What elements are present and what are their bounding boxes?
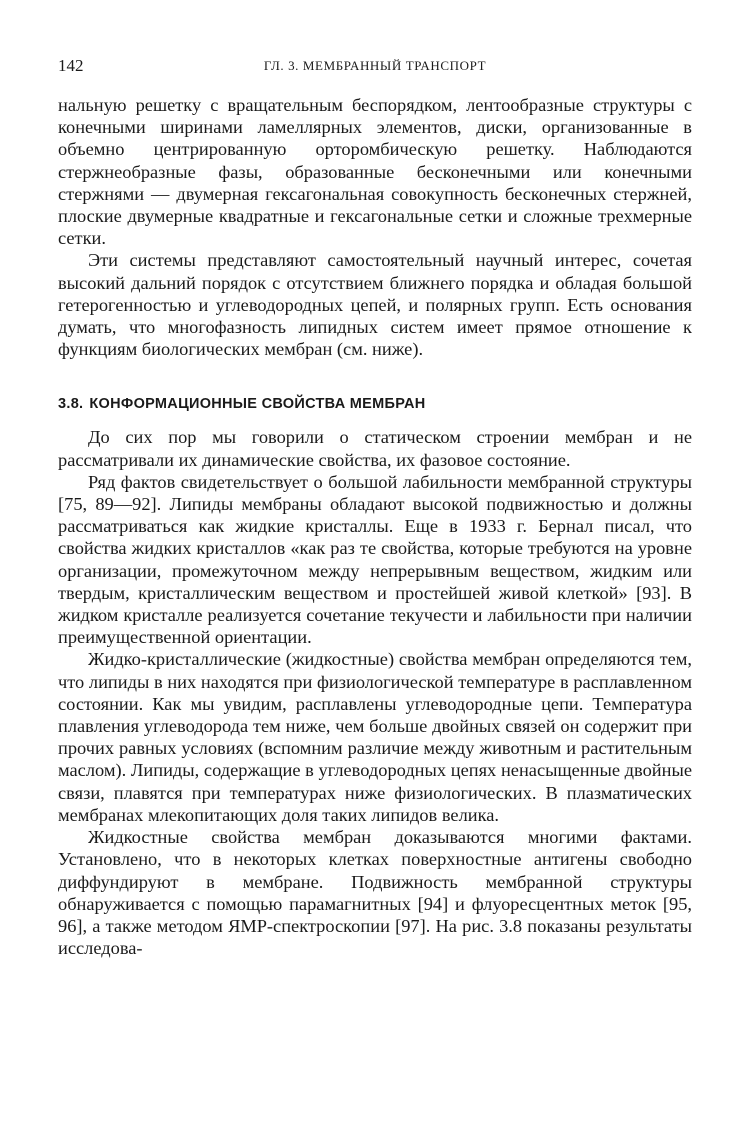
running-head — [58, 50, 692, 80]
paragraph: Эти системы представляют самостоятельный научный интерес, сочетая высокий дальний порядок с отсутствием ближнего порядка и обладая большой гетерогенностью и углеводородных цепей, и полярных групп. Есть основания думать, что многофазность липидных систем имеет прямое отношение к функциям биологических мембран (см. ниже). — [58, 250, 692, 360]
page-number: 142 — [58, 56, 84, 75]
paragraph: Ряд фактов свидетельствует о большой лабильности мембранной структуры [75, 89—92]. Липиды мембраны обладают высокой подвижностью и должны рассматриваться как жидкие кристаллы. Еще в 1933 г. Бернал писал, что свойства жидких кристаллов «как раз те свойства, которые требуются на уровне организации, промежуточном между непрерывным веществом, жидким или твердым, кристаллическим веществом и простейшей живой клеткой» [93]. В жидком кристалле реализуется сочетание текучести и лабильности при наличии преимущественной ориентации. — [58, 471, 692, 648]
book-page — [58, 50, 692, 959]
paragraph: Жидкостные свойства мембран доказываются многими фактами. Установлено, что в некоторых клетках поверхностные антигены свободно диффундируют в мембране. Подвижность мембранной структуры обнаруживается с помощью парамагнитных [94] и флуоресцентных меток [95, 96], а также методом ЯМР-спектроскопии [97]. На рис. 3.8 показаны результаты исследова- — [58, 827, 692, 959]
section-number: 3.8. — [58, 396, 84, 413]
paragraph: До сих пор мы говорили о статическом строении мембран и не рассматривали их динамические свойства, их фазовое состояние. — [58, 427, 692, 470]
body-text — [58, 94, 692, 959]
paragraph: нальную решетку с вращательным беспорядком, лентообразные структуры с конечными ширинами ламеллярных элементов, диски, организованные в объемно центрированную орторомбическую решетку. Наблюдаются стержнеобразные фазы, образованные бесконечными или конечными стержнями — двумерная гексагональная совокупность бесконечных стержней, плоские двумерные квадратные и гексагональные сетки и сложные трехмерные сетки. — [58, 95, 692, 249]
section-heading — [58, 396, 692, 412]
running-title: ГЛ. 3. МЕМБРАННЫЙ ТРАНСПОРТ — [263, 58, 487, 73]
paragraph: Жидко-кристаллические (жидкостные) свойства мембран определяются тем, что липиды в них находятся при физиологической температуре в расплавленном состоянии. Как мы увидим, расплавлены углеводородные цепи. Температура плавления углеводорода тем ниже, чем больше двойных связей он содержит при прочих равных условиях (вспомним различие между животным и растительным маслом). Липиды, содержащие в углеводородных цепях ненасыщенные двойные связи, плавятся при температурах ниже физиологических. В плазматических мембранах млекопитающих доля таких липидов велика. — [58, 649, 692, 825]
section-title: КОНФОРМАЦИОННЫЕ СВОЙСТВА МЕМБРАН — [89, 396, 426, 413]
